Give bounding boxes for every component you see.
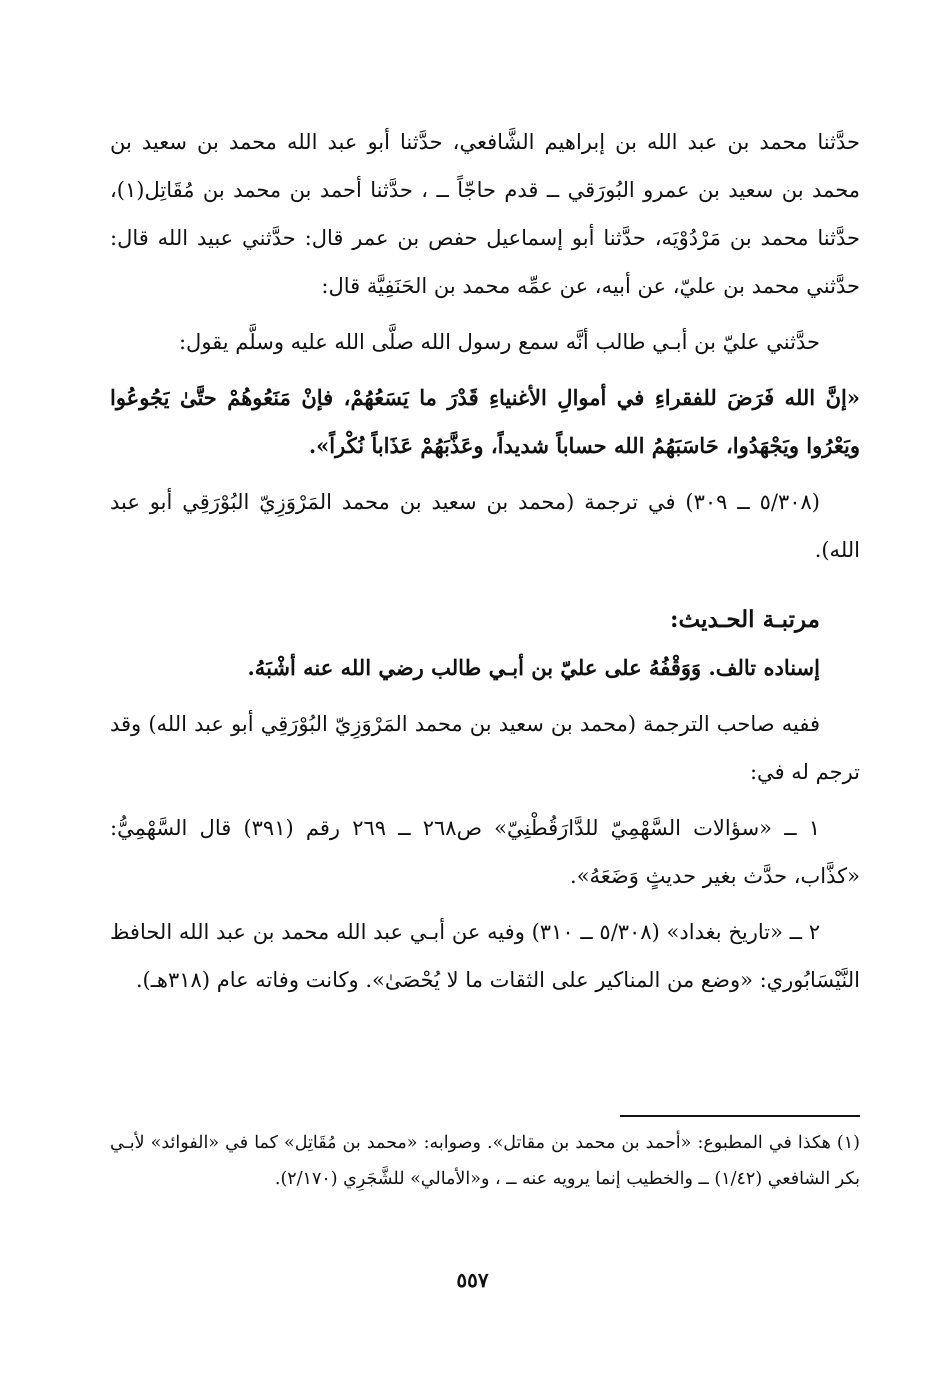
narration-intro: حدَّثني عليّ بن أبـي طالب أنَّه سمع رسول الله صلَّى الله عليه وسلَّم يقول: [178, 330, 820, 354]
source-reference: (٥/٣٠٨ ــ ٣٠٩) في ترجمة (محمد بن سعيد بن محمد المَرْوَزِيّ البُوْرَقِي أبو عبد الله). [110, 490, 860, 562]
analysis-item: ٢ ــ «تاريخ بغداد» (٥/٣٠٨ ــ ٣١٠) وفيه عن أبـي عبد الله محمد بن عبد الله الحافظ النَّيْسَابُوري: «وضع من المناكير على الثقات ما لا يُحْصَىٰ». وكانت وفاته عام (٣١٨هـ). [110, 920, 860, 992]
hadith-text: «إنَّ الله فَرَضَ للفقراءِ في أموالِ الأغنياءِ قَدْرَ ما يَسَعُهُمْ، فإنْ مَنَعُوهُمْ حتَّىٰ يَجُوعُوا ويَعْرُوا ويَجْهَدُوا، حَاسَبَهُمُ الله حساباً شديداً، وعَذَّبَهُمْ عَذَاباً نُكْراً». [110, 385, 860, 458]
analysis-intro: ففيه صاحب الترجمة (محمد بن سعيد بن محمد المَرْوَزِيّ البُوْرَقِي أبو عبد الله) وقد ترجم له في: [110, 712, 860, 784]
page-number: ٥٥٧ [456, 1268, 489, 1292]
grade-statement: إسناده تالف. وَوَقْفُهُ على عليّ بن أبـي طالب رضي الله عنه أشْبَهُ. [247, 655, 820, 680]
analysis-item: ١ ــ «سؤالات السَّهْمِيّ للدَّارَقُطْنِيّ» ص٢٦٨ ــ ٢٦٩ رقم (٣٩١) قال السَّهْمِيُّ: «كذَّاب، حدَّث بغير حديثٍ وَضَعَهُ». [110, 816, 860, 888]
footnote-item: (١) هكذا في المطبوع: «أحمد بن محمد بن مقاتل». وصوابه: «محمد بن مُقَاتِل» كما في «الفوائد» لأبـي بكر الشافعي (١/٤٢) ــ والخطيب إنما يرويه عنه ــ ، و«الأمالي» للشَّجَرِي (٢/١٧٠). [110, 1133, 860, 1189]
footnote-divider [620, 1115, 860, 1117]
page-body [110, 118, 860, 1004]
section-title: مرتبـة الحـديث: [670, 606, 820, 633]
isnad-paragraph: حدَّثنا محمد بن عبد الله بن إبراهيم الشَّافعي، حدَّثنا أبو عبد الله محمد بن سعيد بن محمد بن سعيد بن عمرو البُورَقي ــ قدم حاجّاً ــ ، حدَّثنا أحمد بن محمد بن مُقَاتِل(١)، حدَّثنا محمد بن مَرْدُوْيَه، حدَّثنا أبو إسماعيل حفص بن عمر قال: حدَّثني عبيد الله قال: حدَّثني محمد بن عليّ، عن أبيه، عن عمِّه محمد بن الحَنَفِيَّة قال: [110, 130, 860, 298]
footnotes [110, 1125, 860, 1197]
